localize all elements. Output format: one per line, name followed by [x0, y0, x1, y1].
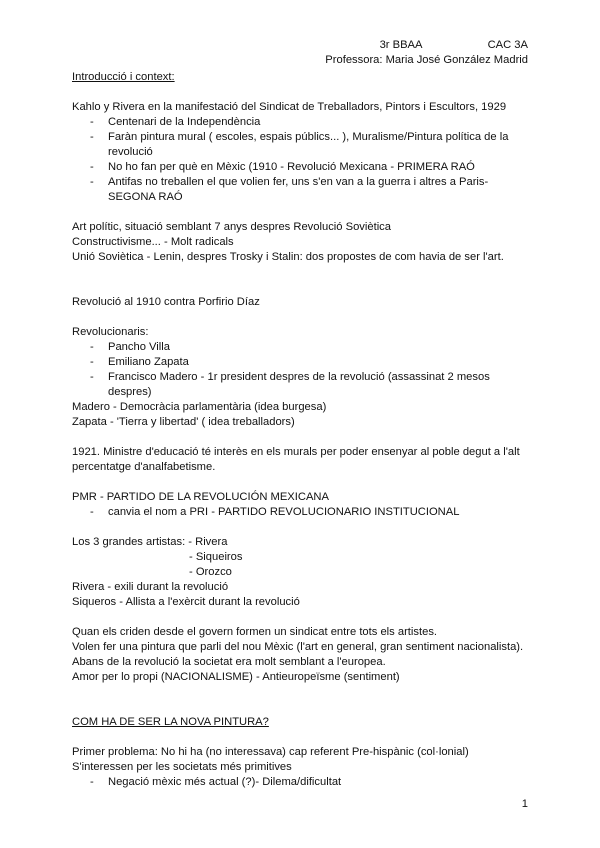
paragraph: Art polític, situació semblant 7 anys despres Revolució Soviètica	[72, 221, 391, 233]
list-item: - Antifas no treballen el que volien fer, uns s'en van a la guerra i altres a Paris- SEGONA RAÓ	[72, 175, 534, 205]
paragraph: Revolucionaris:	[72, 326, 149, 338]
bullet-list	[72, 775, 534, 790]
paragraph: 1921. Ministre d'educació té interès en els murals per poder ensenyar al poble degut a l'alt percentatge d'analfabetisme.	[72, 446, 520, 473]
paragraph: Amor per lo propi (NACIONALISME) - Antieuropeïsme (sentiment)	[72, 671, 400, 683]
paragraph: Siqueros - Allista a l'exèrcit durant la revolució	[72, 596, 300, 608]
bullet-list	[72, 340, 534, 400]
document-body	[72, 70, 534, 790]
paragraph: Constructivisme... - Molt radicals	[72, 236, 234, 248]
list-item: - Negació mèxic més actual (?)- Dilema/dificultat	[72, 775, 534, 790]
list-item: - Emiliano Zapata	[72, 355, 534, 370]
paragraph: Primer problema: No hi ha (no interessava) cap referent Pre-hispànic (col·lonial)	[72, 746, 469, 758]
paragraph: Madero - Democràcia parlamentària (idea burgesa)	[72, 401, 327, 413]
paragraph: S'interessen per les societats més primitives	[72, 761, 292, 773]
list-item: - Centenari de la Independència	[72, 115, 534, 130]
artist-item: - Siqueiros	[189, 551, 243, 563]
paragraph: Quan els criden desde el govern formen un sindicat entre tots els artistes.	[72, 626, 438, 638]
paragraph: Unió Soviètica - Lenin, despres Trosky i Stalin: dos propostes de com havia de ser l'art.	[72, 251, 504, 263]
page-header	[325, 38, 528, 68]
paragraph: Rivera - exili durant la revolució	[72, 581, 229, 593]
page-number: 1	[521, 798, 528, 810]
section-heading-intro: Introducció i context:	[72, 71, 175, 83]
paragraph: Volen fer una pintura que parli del nou Mèxic (l'art en general, gran sentiment nacionalista).	[72, 641, 524, 653]
list-item: - Faràn pintura mural ( escoles, espais públics... ), Muralisme/Pintura política de la revolució	[72, 130, 534, 160]
course-code: CAC 3A	[487, 39, 528, 51]
paragraph: Kahlo y Rivera en la manifestació del Sindicat de Treballadors, Pintors i Escultors, 1929	[72, 101, 507, 113]
paragraph: Revolució al 1910 contra Porfirio Díaz	[72, 296, 260, 308]
section-heading-nova-pintura: COM HA DE SER LA NOVA PINTURA?	[72, 716, 269, 728]
teacher-name: Professora: Maria José González Madrid	[325, 54, 528, 66]
paragraph: PMR - PARTIDO DE LA REVOLUCIÓN MEXICANA	[72, 491, 329, 503]
list-item: - Pancho Villa	[72, 340, 534, 355]
artist-item: - Orozco	[189, 566, 232, 578]
bullet-list	[72, 115, 534, 205]
list-item: - canvia el nom a PRI - PARTIDO REVOLUCIONARIO INSTITUCIONAL	[72, 505, 534, 520]
bullet-list	[72, 505, 534, 520]
paragraph: Los 3 grandes artistas: - Rivera	[72, 536, 228, 548]
paragraph: Abans de la revolució la societat era molt semblant a l'europea.	[72, 656, 386, 668]
course-label: 3r BBAA	[379, 39, 423, 51]
paragraph: Zapata - 'Tierra y libertad' ( idea treballadors)	[72, 416, 295, 428]
list-item: - No ho fan per què en Mèxic (1910 - Revolució Mexicana - PRIMERA RAÓ	[72, 160, 534, 175]
list-item: - Francisco Madero - 1r president despres de la revolució (assassinat 2 mesos despres)	[72, 370, 534, 400]
